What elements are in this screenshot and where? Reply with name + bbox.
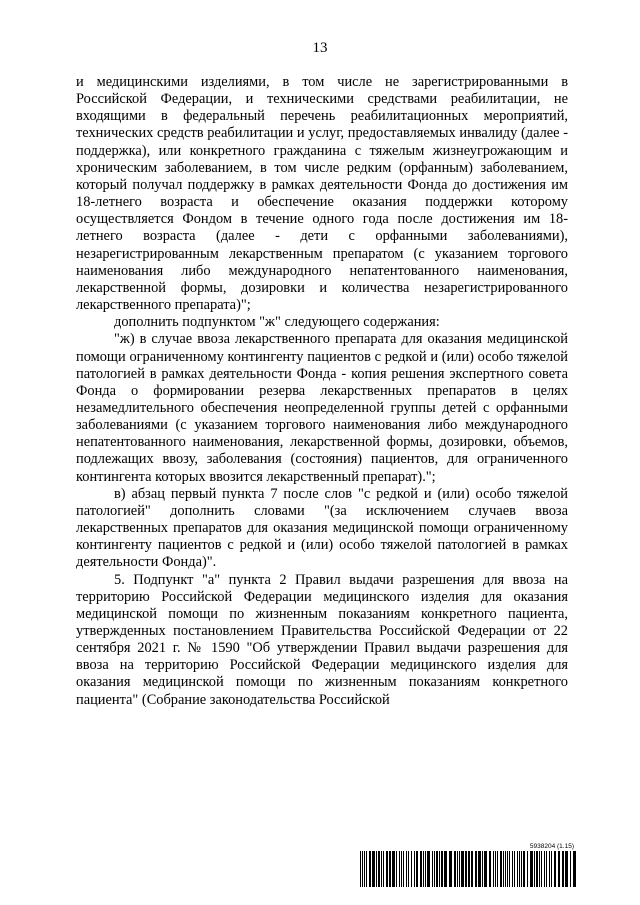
- barcode: [360, 851, 576, 887]
- paragraph-point-5: 5. Подпункт "а" пункта 2 Правил выдачи разрешения для ввоза на территорию Российской Федерации медицинского изделия для оказания медицинской помощи по жизненным показаниям конкретного пациента, утвержденных постановлением Правительства Российской Федерации от 22 сентября 2021 г. № 1590 "Об утверждении Правил выдачи разрешения для ввоза на территорию Российской Федерации медицинского изделия для оказания медицинской помощи по жизненным показаниям конкретного пациента" (Собрание законодательства Российской: [76, 571, 568, 708]
- document-code: 5938204 (1.15): [529, 843, 574, 850]
- document-body: [76, 74, 568, 709]
- paragraph-continuation: и медицинскими изделиями, в том числе не зарегистрированными в Российской Федерации, и техническими средствами реабилитации, не входящими в федеральный перечень реабилитационных мероприятий, технических средств реабилитации и услуг, предоставляемых инвалиду (далее - поддержка), или конкретного гражданина с тяжелым жизнеугрожающим и хроническим заболеванием, в том числе редким (орфанным) заболеванием, который получал поддержку в рамках деятельности Фонда до достижения им 18-летнего возраста и обеспечение оказания поддержки которому осуществляется Фондом в течение одного года после достижения им 18-летнего возраста (далее - дети с орфанными заболеваниями), незарегистрированным лекарственным препаратом (с указанием торгового наименования либо международного непатентованного наименования, лекарственной формы, дозировки и количества незарегистрированного лекарственного препарата)";: [76, 74, 568, 314]
- paragraph-subpoint-zh: "ж) в случае ввоза лекарственного препарата для оказания медицинской помощи ограниченному контингенту пациентов с редкой и (или) особо тяжелой патологией в рамках деятельности Фонда - копия решения экспертного совета Фонда о формировании резерва лекарственных препаратов в целях незамедлительного обеспечения неопределенной группы детей с орфанными заболеваниями (с указанием торгового наименования либо международного непатентованного наименования, лекарственной формы, дозировки, объемов, подлежащих ввозу, заболевания (состояния) пациентов, для ограниченного контингента которых ввозится лекарственный препарат).";: [76, 331, 568, 485]
- paragraph-subpoint-v: в) абзац первый пункта 7 после слов "с редкой и (или) особо тяжелой патологией" дополнить словами "(за исключением случаев ввоза лекарственных препаратов для оказания медицинской помощи ограниченному контингенту пациентов с редкой и (или) особо тяжелой патологией в рамках деятельности Фонда)".: [76, 485, 568, 571]
- paragraph-amendment-intro: дополнить подпунктом "ж" следующего содержания:: [114, 314, 440, 331]
- page-number: 13: [312, 40, 328, 56]
